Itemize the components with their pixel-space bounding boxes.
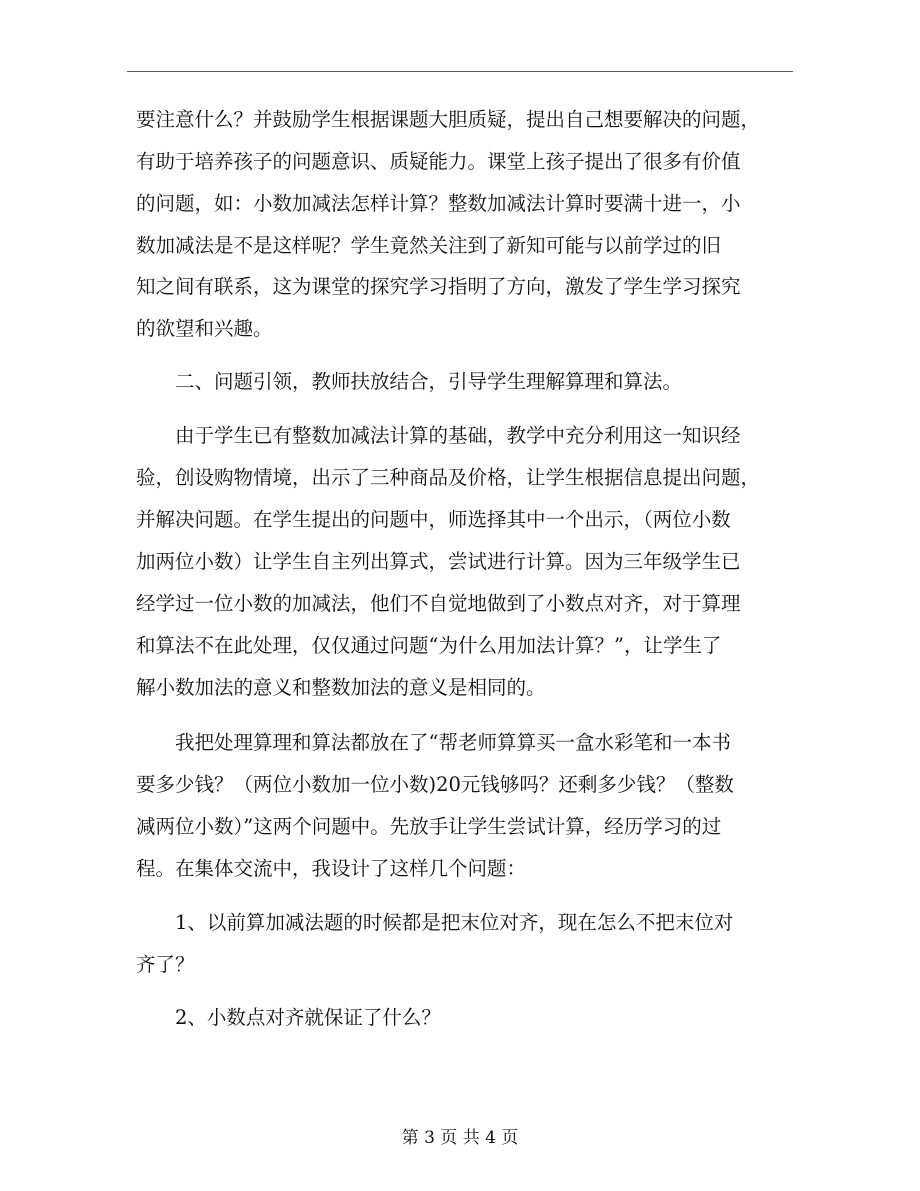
text-line: 验，创设购物情境，出示了三种商品及价格，让学生根据信息提出问题， [136, 466, 761, 489]
section-heading: 二、问题引领，教师扶放结合，引导学生理解算理和算法。 [175, 370, 683, 393]
text-line: 数加减法是不是这样呢？学生竟然关注到了新知可能与以前学过的旧 [136, 234, 722, 257]
text-line: 知之间有联系，这为课堂的探究学习指明了方向，激发了学生学习探究 [136, 275, 741, 298]
text-line: 的欲望和兴趣。 [136, 317, 273, 340]
header-rule [127, 71, 793, 72]
page-number: 第 3 页 共 4 页 [401, 1128, 519, 1148]
text-line: 解小数加法的意义和整数加法的意义是相同的。 [136, 676, 546, 699]
text-line: 要注意什么？并鼓励学生根据课题大胆质疑，提出自己想要解决的问题， [136, 108, 761, 131]
text-line: 加两位小数）让学生自主列出算式，尝试进行计算。因为三年级学生已 [136, 550, 741, 573]
text-line: 要多少钱？（两位小数加一位小数)20元钱够吗？还剩多少钱？（整数 [136, 773, 734, 796]
text-line: 经学过一位小数的加减法，他们不自觉地做到了小数点对齐，对于算理 [136, 592, 741, 615]
text-line: 减两位小数）”这两个问题中。先放手让学生尝试计算，经历学习的过 [136, 815, 722, 838]
text-line: 有助于培养孩子的问题意识、质疑能力。课堂上孩子提出了很多有价值 [136, 150, 741, 173]
list-item: 1、以前算加减法题的时候都是把末位对齐，现在怎么不把末位对 [175, 911, 734, 934]
text-line: 我把处理算理和算法都放在了“帮老师算算买一盒水彩笔和一本书 [175, 731, 731, 754]
text-line: 程。在集体交流中，我设计了这样几个问题： [136, 857, 527, 880]
list-item: 2、小数点对齐就保证了什么？ [175, 1006, 441, 1029]
text-line: 并解决问题。在学生提出的问题中，师选择其中一个出示，（两位小数 [136, 508, 731, 531]
list-item-continuation: 齐了？ [136, 953, 195, 976]
text-line: 和算法不在此处理，仅仅通过问题“为什么用加法计算？”，让学生了 [136, 634, 722, 657]
text-line: 的问题，如：小数加减法怎样计算？整数加减法计算时要满十进一，小 [136, 192, 741, 215]
text-line: 由于学生已有整数加减法计算的基础，教学中充分利用这一知识经 [175, 424, 741, 447]
